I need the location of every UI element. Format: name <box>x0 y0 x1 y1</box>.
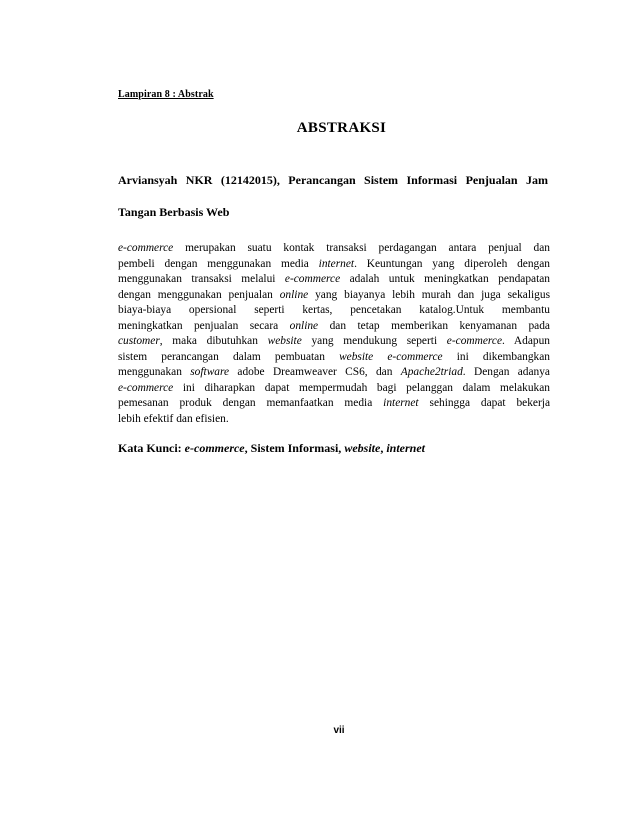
keyword: website <box>344 441 381 455</box>
abstract-line: menggunakan software adobe Dreamweaver CS6, dan Apache2triad. Dengan adanya <box>118 366 550 378</box>
abstract-line: customer, maka dibutuhkan website yang mendukung seperti e-commerce. Adapun <box>118 335 550 347</box>
keywords-label: Kata Kunci: <box>118 441 185 455</box>
abstract-line: lebih efektif dan efisien. <box>118 412 229 425</box>
page-number: vii <box>333 725 345 736</box>
author-and-thesis-title <box>118 164 548 228</box>
abstract-line: meningkatkan penjualan secara online dan tetap memberikan kenyamanan pada <box>118 319 550 332</box>
abstract-line: e-commerce ini diharapkan dapat mempermudah bagi pelanggan dalam melakukan <box>118 381 550 394</box>
abstract-line: pemesanan produk dengan memanfaatkan media internet sehingga dapat bekerja <box>118 397 550 409</box>
abstract-line: dengan menggunakan penjualan online yang biayanya lebih murah dan juga sekaligus <box>118 288 551 301</box>
abstract-line: menggunakan transaksi melalui e-commerce adalah untuk meningkatkan pendapatan <box>118 273 551 285</box>
page-title: ABSTRAKSI <box>296 120 387 136</box>
abstract-paragraph <box>118 241 550 427</box>
author-line-1: Arviansyah NKR (12142015), Perancangan Sistem Informasi Penjualan Jam <box>118 173 548 187</box>
keyword: internet <box>386 441 425 455</box>
abstract-line: pembeli dengan menggunakan media internet. Keuntungan yang diperoleh dengan <box>118 257 551 270</box>
appendix-label: Lampiran 8 : Abstrak <box>118 89 214 100</box>
keywords: Kata Kunci: e-commerce, Sistem Informasi, website, internet <box>118 441 425 455</box>
abstract-line: sistem perancangan dalam pembuatan website e-commerce ini dikembangkan <box>118 350 550 363</box>
abstract-line: biaya-biaya opersional seperti kertas, pencetakan katalog.Untuk membantu <box>118 304 550 316</box>
author-line-2: Tangan Berbasis Web <box>118 205 230 219</box>
keyword: e-commerce <box>184 441 245 455</box>
abstract-line: e-commerce merupakan suatu kontak transaksi perdagangan antara penjual dan <box>118 242 550 254</box>
